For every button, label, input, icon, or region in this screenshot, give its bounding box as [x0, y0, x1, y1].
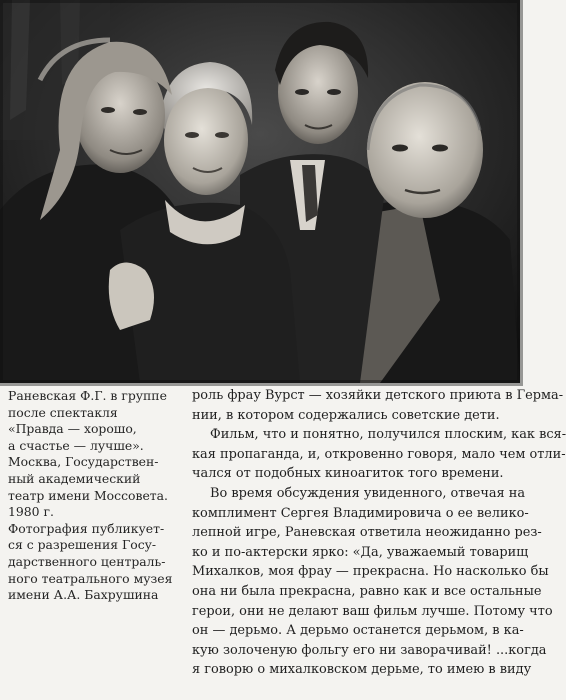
caption-line: «Правда — хорошо,: [8, 421, 137, 437]
article-line: кую золоченую фольгу его ни заворачивай! ...когда: [192, 642, 547, 658]
caption-line: Москва, Государствен-: [8, 454, 159, 470]
article-line: он — дерьмо. А дерьмо останется дерьмом, в ка-: [192, 623, 524, 639]
article-line: я говорю о михалковском дерьме, то имею в виду: [192, 662, 532, 678]
article-line: лепной игре, Раневская ответила неожиданно рез-: [192, 525, 542, 541]
article-line: Во время обсуждения увиденного, отвечая на: [210, 485, 526, 501]
article-line: герои, они не делают ваш фильм лучше. Потому что: [192, 603, 553, 619]
article-line: кая пропаганда, и, откровенно говоря, мало чем отли-: [192, 446, 566, 462]
caption-line: Раневская Ф.Г. в группе: [8, 388, 167, 403]
caption-line: Фотография публикует-: [8, 520, 165, 536]
article-line: ко и по-актерски ярко: «Да, уважаемый товарищ: [192, 544, 529, 560]
caption-line: театр имени Моссовета.: [8, 487, 168, 503]
caption-line: ного театрального музея: [8, 570, 173, 586]
photo-caption: [8, 388, 176, 604]
caption-line: ный академический: [8, 470, 141, 486]
article-line: нии, в котором содержались советские дети.: [192, 407, 500, 423]
article-text: [192, 386, 566, 680]
caption-line: после спектакля: [8, 404, 118, 420]
caption-line: а счастье — лучше».: [8, 437, 144, 453]
article-line: она ни была прекрасна, равно как и все остальные: [192, 583, 542, 599]
article-line: роль фрау Вурст — хозяйки детского приюта в Герма-: [192, 388, 564, 403]
article-line: комплимент Сергея Владимировича о ее велико-: [192, 505, 529, 521]
article-line: чался от подобных киноагиток того времени.: [192, 466, 504, 482]
caption-line: дарственного централь-: [8, 553, 166, 569]
caption-line: ся с разрешения Госу-: [8, 537, 157, 553]
caption-line: 1980 г.: [8, 504, 54, 520]
article-line: Фильм, что и понятно, получился плоским, как вся-: [210, 427, 566, 443]
caption-line: имени А.А. Бахрушина: [8, 587, 159, 603]
article-line: Михалков, моя фрау — прекрасна. Но насколько бы: [192, 564, 549, 580]
